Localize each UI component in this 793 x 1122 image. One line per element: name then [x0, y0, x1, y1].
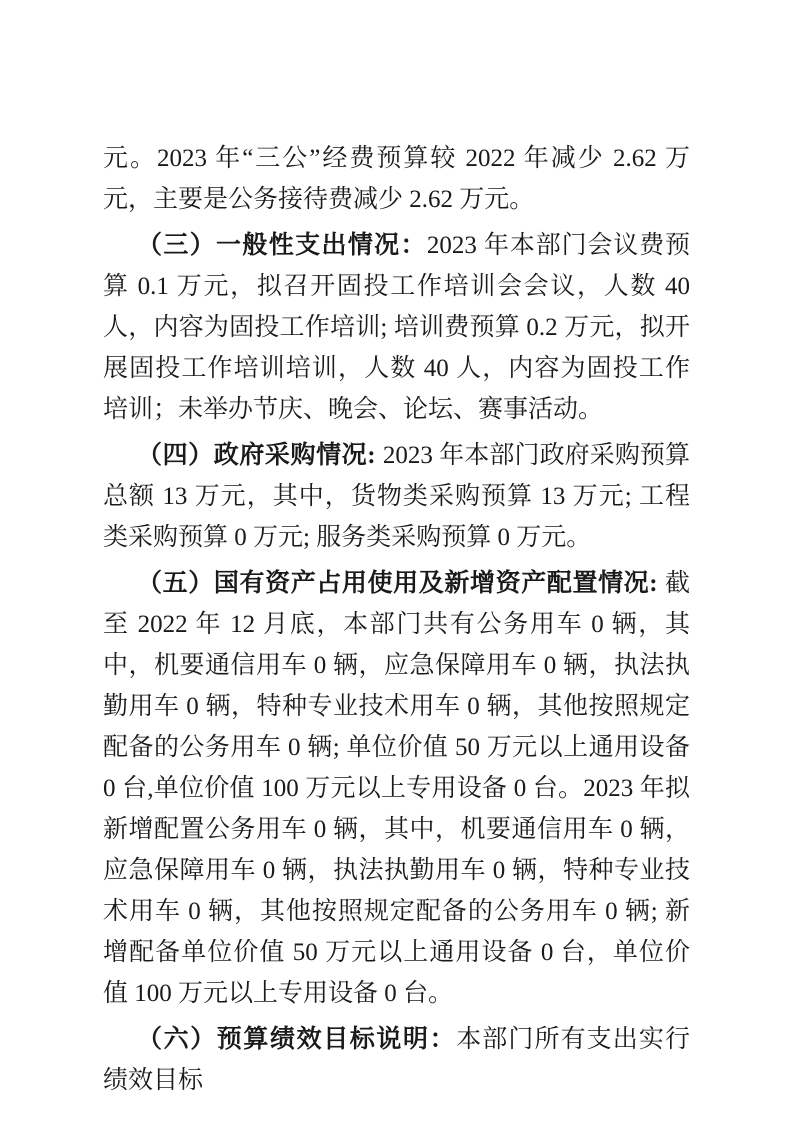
paragraph-heading: （六）预算绩效目标说明： — [137, 1026, 457, 1053]
paragraph-general-expenditure — [103, 225, 690, 430]
paragraph-heading: （四）政府采购情况: — [137, 442, 383, 469]
paragraph-three-public-funds-continuation — [103, 138, 690, 220]
paragraph-heading: （三）一般性支出情况： — [137, 232, 427, 259]
document-text-block — [103, 138, 690, 1106]
paragraph-heading: （五）国有资产占用使用及新增资产配置情况: — [137, 570, 665, 597]
paragraph-text: 2023 年本部门会议费预算 0.1 万元，拟召开固投工作培训会会议，人数 40 人，内容为固投工作培训; 培训费预算 0.2 万元，拟开展固投工作培训培训，人数 40 人，内容为固投工作培训；未举办节庆、晚会、论坛、赛事活动。 — [103, 232, 690, 423]
paragraph-text: 本部门所有支出实行绩效目标 — [103, 1026, 690, 1094]
paragraph-text: 元。2023 年“三公”经费预算较 2022 年减少 2.62 万元，主要是公务接待费减少 2.62 万元。 — [103, 145, 690, 213]
paragraph-text: 2023 年本部门政府采购预算总额 13 万元，其中，货物类采购预算 13 万元; 工程类采购预算 0 万元; 服务类采购预算 0 万元。 — [103, 442, 690, 551]
paragraph-government-procurement — [103, 435, 690, 558]
paragraph-performance-targets — [103, 1019, 690, 1101]
paragraph-text: 截至 2022 年 12 月底，本部门共有公务用车 0 辆，其中，机要通信用车 0 辆，应急保障用车 0 辆，执法执勤用车 0 辆，特种专业技术用车 0 辆，其他按照规定配备的公务用车 0 辆; 单位价值 50 万元以上通用设备 0 台,单位价值 100 万元以上专用设备 0 台。2023 年拟新增配置公务用车 0 辆，其中，机要通信用车 0 辆，应急保障用车 0 辆，执法执勤用车 0 辆，特种专业技术用车 0 辆，其他按照规定配备的公务用车 0 辆; 新增配备单位价值 50 万元以上通用设备 0 台，单位价值 100 万元以上专用设备 0 台。 — [103, 570, 690, 1007]
paragraph-state-assets — [103, 563, 690, 1014]
